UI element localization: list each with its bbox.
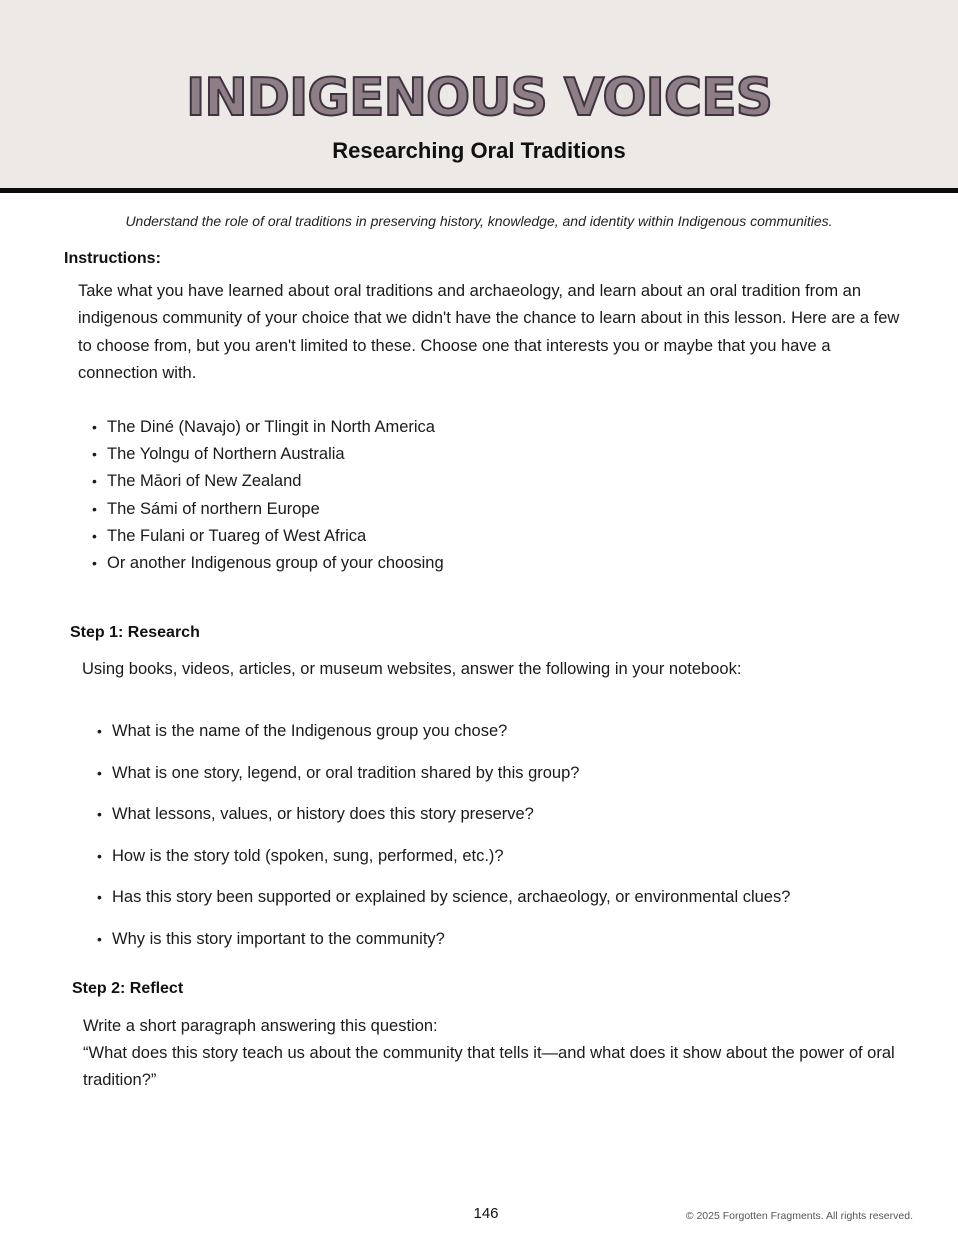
step2-label: Step 2: Reflect <box>72 980 184 997</box>
list-item: • Or another Indigenous group of your choosing <box>92 553 444 572</box>
list-item: • What is one story, legend, or oral tradition shared by this group? <box>97 763 580 782</box>
list-item: • The Māori of New Zealand <box>92 472 302 491</box>
step2-intro: Write a short paragraph answering this question: <box>83 1017 438 1035</box>
indigenous-groups-list <box>92 414 444 577</box>
list-item: • What is the name of the Indigenous group you chose? <box>97 722 508 740</box>
instructions-text: Take what you have learned about oral traditions and archaeology, and learn about an oral tradition from an indigenous community of your choice that we didn't have the chance to learn about in this lesson. Here are a few to choose from, but you aren't limited to these. Choose one that interests you or maybe that you have a connection with. <box>78 282 900 382</box>
list-item: • The Fulani or Tuareg of West Africa <box>92 526 367 545</box>
page-subtitle: Researching Oral Traditions <box>332 138 626 163</box>
step2-question: “What does this story teach us about the community that tells it—and what does it show about the power of oral tradition?” <box>83 1044 895 1090</box>
research-questions-list <box>97 718 791 967</box>
list-item: • Has this story been supported or explained by science, archaeology, or environmental clues? <box>97 888 791 906</box>
copyright-notice: © 2025 Forgotten Fragments. All rights reserved. <box>685 1210 913 1222</box>
page-title: INDIGENOUS VOICES <box>185 68 773 128</box>
instructions-label: Instructions: <box>64 250 161 267</box>
header-divider <box>0 188 958 193</box>
list-item: • The Diné (Navajo) or Tlingit in North America <box>92 418 435 436</box>
step1-label: Step 1: Research <box>70 624 200 641</box>
step1-text: Using books, videos, articles, or museum websites, answer the following in your notebook: <box>82 660 742 678</box>
list-item: • The Yolngu of Northern Australia <box>92 445 345 464</box>
list-item: • How is the story told (spoken, sung, performed, etc.)? <box>97 846 504 865</box>
learning-objective: Understand the role of oral traditions in preserving history, knowledge, and identity within Indigenous communities. <box>125 213 833 229</box>
page-number: 146 <box>473 1205 499 1222</box>
list-item: • Why is this story important to the community? <box>97 929 445 948</box>
list-item: • What lessons, values, or history does this story preserve? <box>97 805 534 823</box>
list-item: • The Sámi of northern Europe <box>92 499 320 518</box>
